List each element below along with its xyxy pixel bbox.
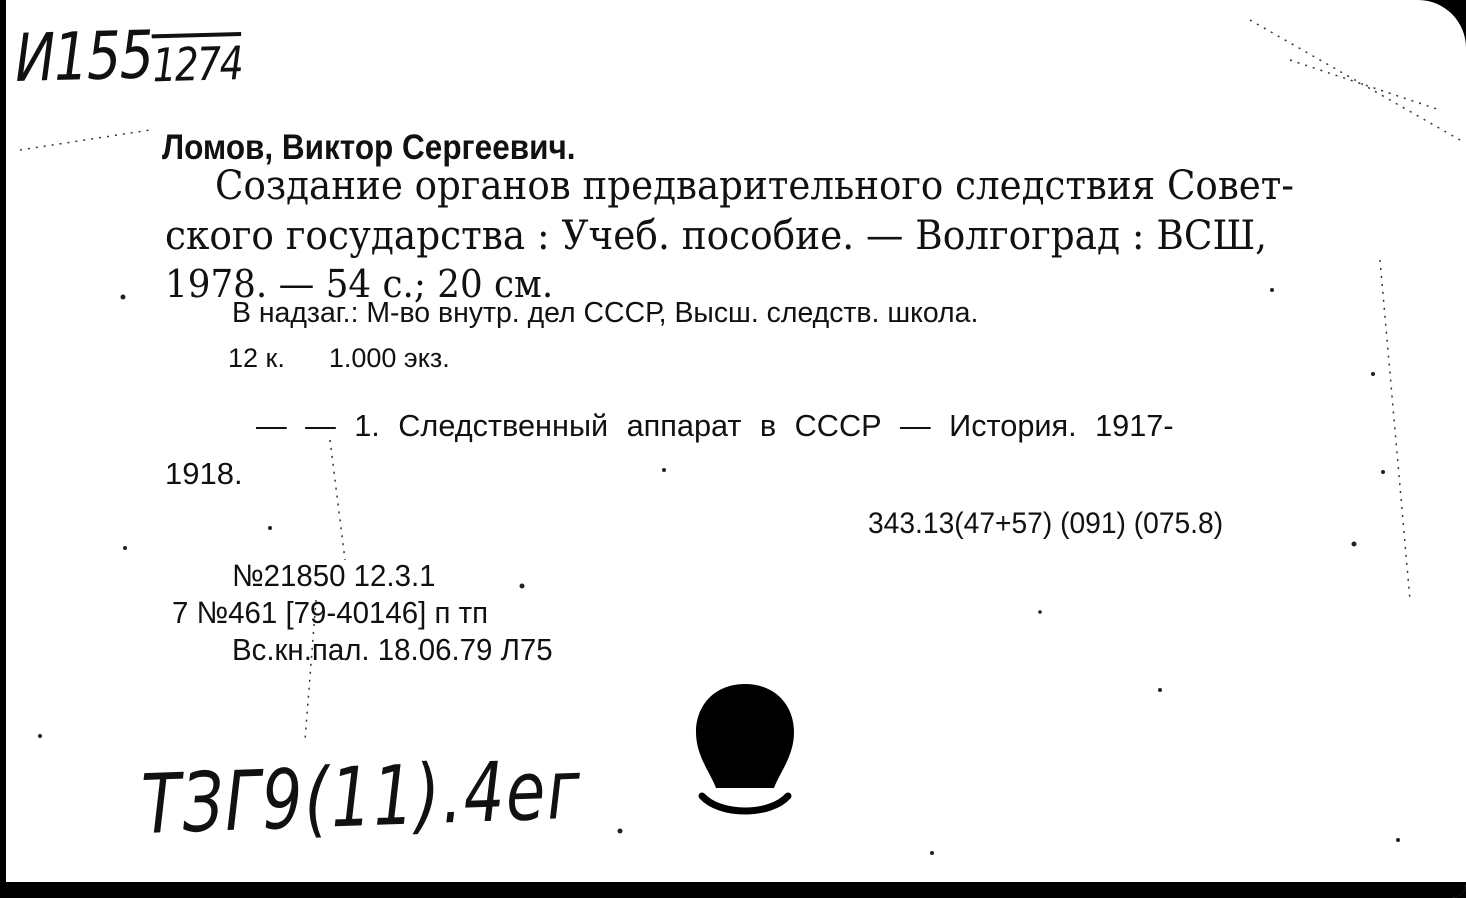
punch-hole-icon bbox=[690, 680, 800, 830]
title-line-1: Создание органов предварительного следствия Совет- bbox=[215, 163, 1294, 209]
handwritten-call-number-top bbox=[14, 14, 243, 97]
scan-edge-bottom bbox=[0, 882, 1466, 898]
copies-count: 1.000 экз. bbox=[328, 343, 450, 373]
handwritten-call-number-bottom: ТЗГ9(11).4ег bbox=[140, 742, 584, 853]
title-line-2: ского государства : Учеб. пособие. — Волгоград : ВСШ, bbox=[165, 213, 1268, 259]
registry-line-1: №21850 12.3.1 bbox=[232, 558, 436, 593]
subject-heading-line-1: — — 1. Следственный аппарат в СССР — История. 1917- bbox=[256, 408, 1174, 443]
author-heading: Ломов, Виктор Сергеевич. bbox=[162, 128, 576, 167]
scan-edge-left bbox=[0, 0, 6, 898]
registry-line-3: Вс.кн.пал. 18.06.79 Л75 bbox=[232, 632, 553, 667]
registry-line-2: 7 №461 [79-40146] п тп bbox=[172, 595, 489, 630]
call-number-top-main: И155 bbox=[14, 16, 154, 97]
price: 12 к. bbox=[228, 343, 285, 373]
subject-heading-line-2: 1918. bbox=[165, 456, 243, 491]
series-note: В надзаг.: М-во внутр. дел СССР, Высш. следств. школа. bbox=[232, 297, 979, 329]
udc-classification: 343.13(47+57) (091) (075.8) bbox=[868, 507, 1224, 540]
price-line bbox=[228, 343, 450, 374]
call-number-top-sub: 1274 bbox=[151, 36, 243, 93]
title-line-3: 1978. — 54 с.; 20 см. bbox=[165, 262, 554, 306]
